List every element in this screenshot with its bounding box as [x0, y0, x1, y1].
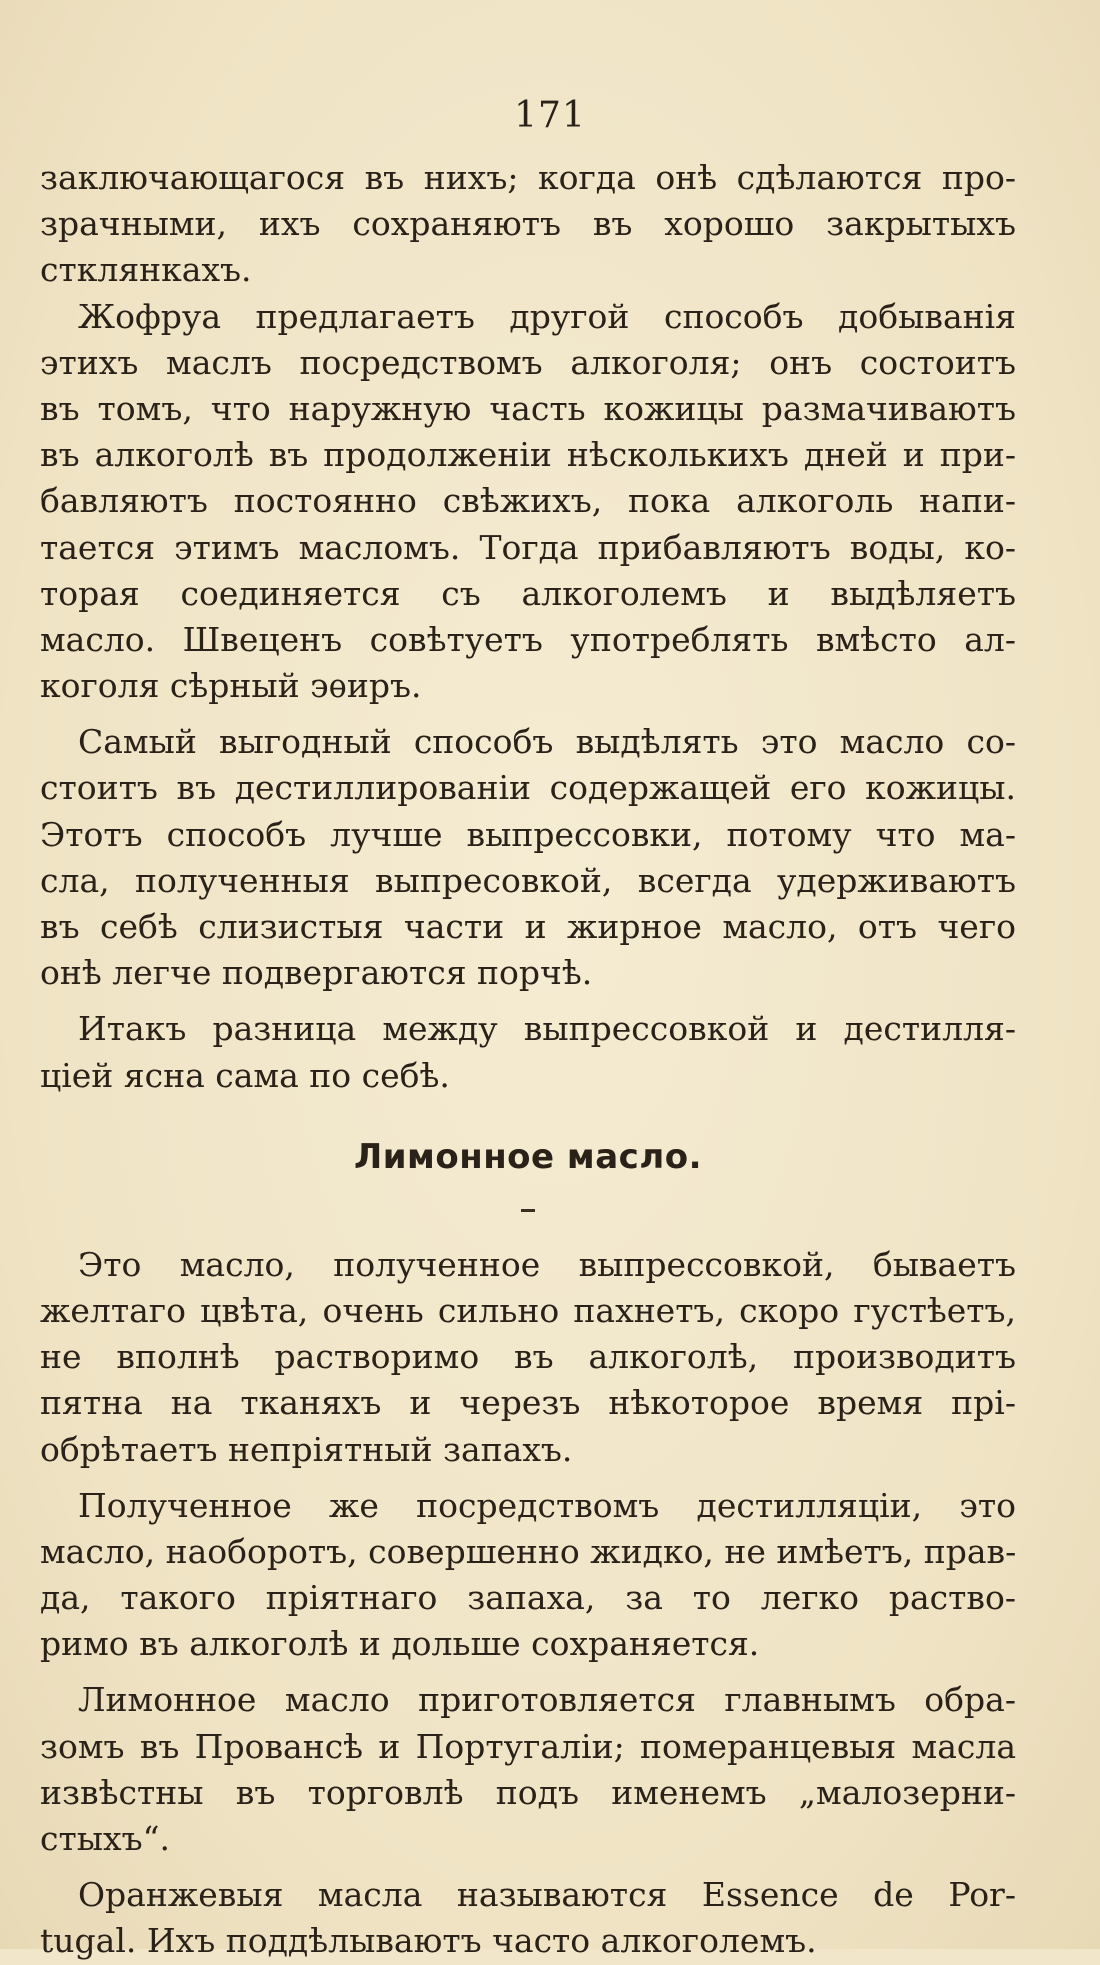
text-line: стклянкахъ. [40, 250, 252, 290]
text-line: обрѣтаетъ непріятный запахъ. [40, 1429, 573, 1469]
text-line: Лимонное масло приготовляется главнымъ обра- [78, 1680, 1016, 1720]
text-line: римо въ алкоголѣ и дольше сохраняется. [40, 1624, 760, 1664]
text-line: ціей ясна сама по себѣ. [40, 1055, 450, 1095]
page-body [40, 155, 1016, 1965]
text-line: коголя сѣрный эѳиръ. [40, 666, 422, 706]
text-line: сла, полученныя выпресовкой, всегда удерживаютъ [40, 860, 1016, 900]
text-line: зрачными, ихъ сохраняютъ въ хорошо закрытыхъ [40, 204, 1016, 244]
text-line: Самый выгодный способъ выдѣлять это масло со- [78, 722, 1016, 762]
text-line: извѣстны въ торговлѣ подъ именемъ „малозерни- [40, 1772, 1016, 1812]
text-line: Оранжевыя масла называются Essence de Por- [78, 1875, 1016, 1915]
page-number: 171 [514, 95, 586, 136]
text-line: Этотъ способъ лучше выпрессовки, потому что ма- [40, 814, 1016, 854]
text-line: этихъ маслъ посредствомъ алкоголя; онъ состоитъ [40, 342, 1016, 382]
text-line: стыхъ“. [40, 1819, 170, 1858]
text-line: заключающагося въ нихъ; когда онѣ сдѣлаются про- [40, 158, 1016, 197]
heading-divider [521, 1209, 535, 1212]
text-line: Итакъ разница между выпрессовкой и дестилля- [78, 1009, 1016, 1049]
text-line: онѣ легче подвергаются порчѣ. [40, 953, 593, 993]
text-line: стоитъ въ дестиллированіи содержащей его кожицы. [40, 768, 1016, 808]
text-line: Полученное же посредствомъ дестилляціи, это [78, 1485, 1016, 1525]
text-line: Это масло, полученное выпрессовкой, бываетъ [78, 1244, 1016, 1284]
text-line: масло, наоборотъ, совершенно жидко, не имѣетъ, прав- [40, 1531, 1017, 1571]
text-line: пятна на тканяхъ и черезъ нѣкоторое время прі- [40, 1383, 1016, 1423]
text-line: Жофруа предлагаетъ другой способъ добыванія [78, 296, 1016, 336]
text-line: въ алкоголѣ въ продолженіи нѣсколькихъ дней и при- [40, 435, 1016, 475]
text-line: не вполнѣ растворимо въ алкоголѣ, производитъ [40, 1337, 1016, 1377]
text-line: зомъ въ Провансѣ и Португаліи; померанцевыя масла [40, 1726, 1016, 1766]
text-line: tugal. Ихъ поддѣлываютъ часто алкоголемъ. [40, 1921, 817, 1961]
text-line: въ томъ, что наружную часть кожицы размачиваютъ [40, 388, 1016, 428]
text-line: тается этимъ масломъ. Тогда прибавляютъ воды, ко- [40, 527, 1016, 567]
text-line: масло. Швеценъ совѣтуетъ употреблять вмѣсто ал- [40, 619, 1016, 659]
text-line: въ себѣ слизистыя части и жирное масло, отъ чего [40, 907, 1016, 946]
text-line: да, такого пріятнаго запаха, за то легко раство- [40, 1578, 1016, 1618]
section-heading: Лимонное масло. [353, 1136, 702, 1177]
text-line: желтаго цвѣта, очень сильно пахнетъ, скоро густѣетъ, [40, 1290, 1016, 1330]
text-line: торая соединяется съ алкоголемъ и выдѣляетъ [40, 573, 1016, 613]
text-line: бавляютъ постоянно свѣжихъ, пока алкоголь напи- [40, 481, 1016, 521]
